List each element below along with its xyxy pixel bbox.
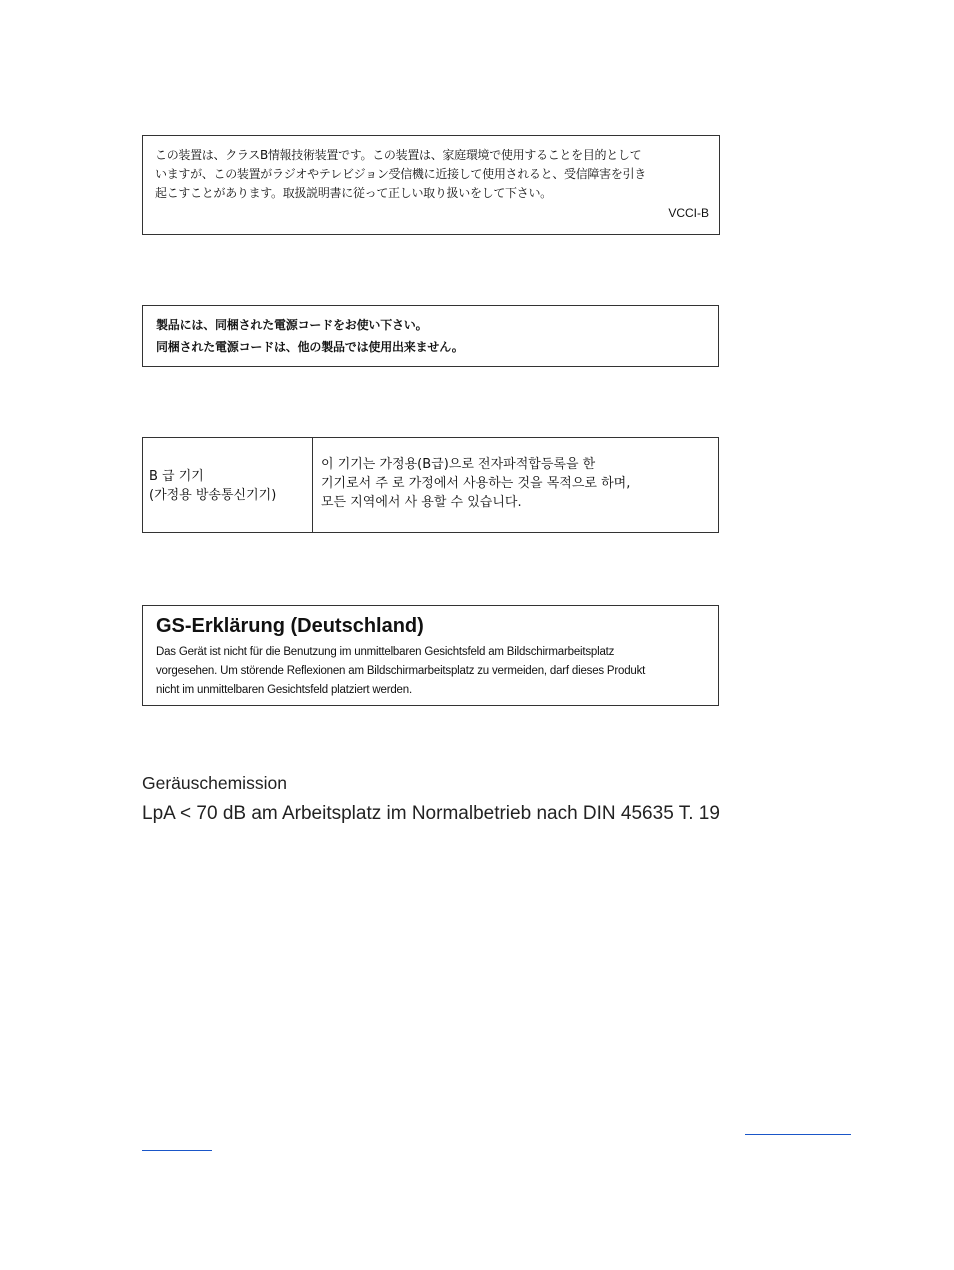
power-cord-notice-box — [142, 305, 719, 367]
gs-declaration-box — [142, 605, 719, 706]
vcci-notice-box — [142, 135, 720, 235]
korea-statement-line: 기기로서 주 로 가정에서 사용하는 것을 목적으로 하며, — [321, 476, 631, 491]
vcci-code-label: VCCI-B — [668, 206, 709, 220]
vcci-line: この装置は、クラスB情報技術装置です。この装置は、家庭環境で使用することを目的として — [155, 148, 642, 162]
korea-statement-line: 모든 지역에서 사 용할 수 있습니다. — [321, 495, 522, 510]
korea-statement-cell — [313, 438, 718, 532]
power-cord-line: 同梱された電源コードは、他の製品では使用出来ません。 — [156, 340, 464, 354]
gs-declaration-title: GS-Erklärung (Deutschland) — [156, 615, 424, 637]
gs-line: Das Gerät ist nicht für die Benutzung im unmittelbaren Gesichtsfeld am Bildschirmarbeitsplatz — [156, 646, 615, 658]
korea-class-line: (가정용 방송통신기기) — [149, 488, 277, 503]
gs-line: nicht im unmittelbaren Gesichtsfeld platziert werden. — [156, 684, 412, 696]
noise-emission-value: LpA < 70 dB am Arbeitsplatz im Normalbetrieb nach DIN 45635 T. 19 — [142, 803, 720, 824]
navigation-link-underline[interactable] — [745, 1134, 851, 1135]
korea-notice-table — [142, 437, 719, 533]
vcci-line: 起こすことがあります。取扱説明書に従って正しい取り扱いをして下さい。 — [155, 186, 552, 200]
gs-declaration-body — [156, 643, 712, 700]
noise-emission-heading: Geräuschemission — [142, 773, 287, 793]
power-cord-line: 製品には、同梱された電源コードをお使い下さい。 — [156, 318, 428, 332]
gs-line: vorgesehen. Um störende Reflexionen am Bildschirmarbeitsplatz zu vermeiden, darf dieses Produkt — [156, 665, 646, 677]
vcci-notice-text — [155, 146, 709, 203]
korea-class-line: B 급 기기 — [149, 469, 204, 484]
navigation-link-underline[interactable] — [142, 1150, 212, 1151]
korea-class-cell — [143, 438, 313, 532]
vcci-line: いますが、この装置がラジオやテレビジョン受信機に近接して使用されると、受信障害を引き — [155, 167, 646, 181]
korea-statement-line: 이 기기는 가정용(B급)으로 전자파적합등록을 한 — [321, 457, 596, 472]
